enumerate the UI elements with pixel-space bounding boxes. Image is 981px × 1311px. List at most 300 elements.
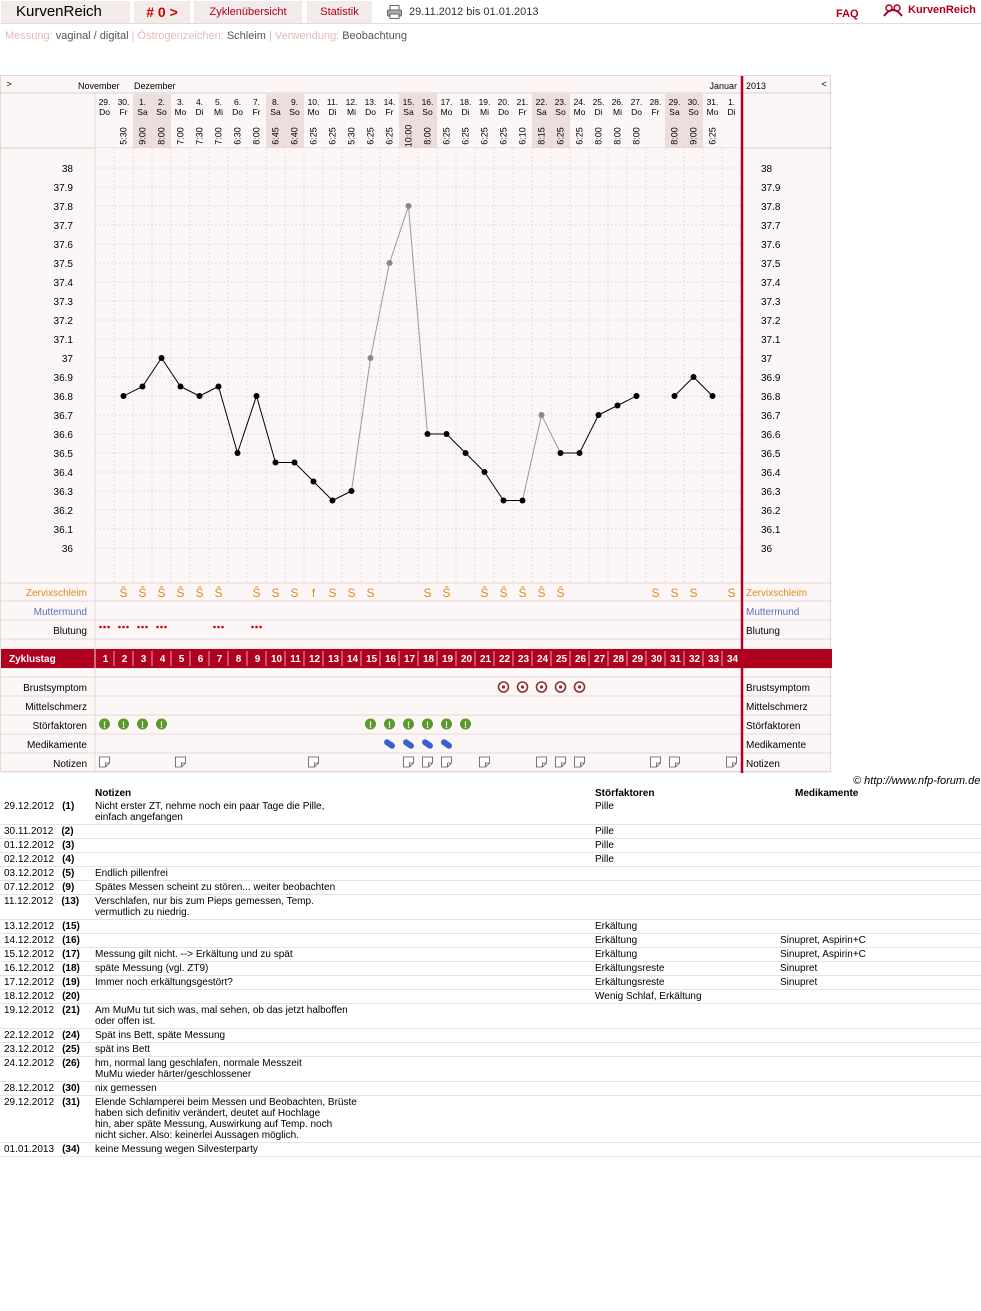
temperature-point[interactable]	[254, 393, 260, 399]
temperature-point[interactable]	[444, 431, 450, 437]
y-tick-label: 36.3	[53, 487, 73, 498]
header-notes: Notizen	[95, 788, 132, 799]
weekday-label: So	[555, 107, 566, 117]
cycle-day-label: Zyklustag	[9, 654, 56, 665]
tab-statistics[interactable]: Statistik	[307, 1, 372, 23]
notes-row	[0, 825, 981, 839]
chart-svg	[1, 76, 832, 773]
cycle-day-number: 23	[517, 654, 530, 665]
cycle-day-number: 4	[159, 654, 166, 665]
day-number: 14.	[383, 97, 396, 107]
note-icon[interactable]	[423, 757, 433, 767]
y-tick-label: 36.5	[761, 449, 781, 460]
nav-prev-arrow[interactable]: >	[6, 79, 12, 89]
temperature-point[interactable]	[672, 393, 678, 399]
cervix-symbol: S	[670, 586, 679, 600]
note-medication	[776, 1004, 981, 1029]
temperature-point[interactable]	[159, 355, 165, 361]
cervix-symbol: Ŝ	[195, 586, 204, 600]
temperature-point[interactable]	[691, 374, 697, 380]
note-text: späte Messung (vgl. ZT9)	[91, 962, 591, 976]
note-text	[91, 839, 591, 853]
temperature-point[interactable]	[710, 393, 716, 399]
weekday-label: Do	[99, 107, 110, 117]
note-medication	[776, 1043, 981, 1057]
measure-time: 6:25	[479, 127, 490, 145]
cycle-day-number: 6	[197, 654, 204, 665]
faq-link[interactable]: FAQ	[836, 8, 859, 20]
note-text: keine Messung wegen Silvesterparty	[91, 1143, 591, 1157]
y-tick-label: 37.8	[761, 202, 781, 213]
day-number: 21.	[516, 97, 529, 107]
y-tick-label: 36.2	[53, 506, 73, 517]
measure-time: 6:25	[327, 127, 338, 145]
notes-row	[0, 1096, 981, 1143]
row-label-notes: Notizen	[53, 759, 87, 770]
nav-next-arrow[interactable]: <	[821, 79, 827, 89]
note-medication: Sinupret, Aspirin+C	[776, 934, 981, 948]
cycle-day-number: 26	[574, 654, 587, 665]
bleeding-dot	[164, 626, 167, 629]
note-date	[0, 962, 91, 976]
note-text	[91, 853, 591, 867]
note-medication	[776, 825, 981, 839]
note-text: hm, normal lang geschlafen, normale Messzeit MuMu wieder härter/geschlossener	[91, 1057, 591, 1082]
cervix-symbol: S	[727, 586, 736, 600]
logo-icon	[882, 2, 904, 20]
measure-time: 6:25	[707, 127, 718, 145]
breast-symptom-icon	[578, 685, 581, 688]
day-number: 1.	[138, 97, 147, 107]
day-number: 17.	[440, 97, 453, 107]
note-date	[0, 1096, 91, 1143]
note-icon[interactable]	[100, 757, 110, 767]
measure-time: 6:25	[384, 127, 395, 145]
measure-time: 8:00	[156, 127, 167, 145]
note-icon[interactable]	[651, 757, 661, 767]
cycle-day-number: 32	[688, 654, 701, 665]
y-tick-label: 36.7	[53, 411, 73, 422]
bleeding-dot	[145, 626, 148, 629]
note-disturbance: Erkältungsreste	[591, 962, 776, 976]
cycle-day-number: 20	[460, 654, 473, 665]
note-icon[interactable]	[670, 757, 680, 767]
temperature-point[interactable]	[634, 393, 640, 399]
bleeding-dot	[137, 626, 140, 629]
brand-title[interactable]: KurvenReich	[1, 1, 130, 23]
weekday-label: Sa	[403, 107, 414, 117]
note-date	[0, 867, 91, 881]
note-medication	[776, 1057, 981, 1082]
notes-row	[0, 1029, 981, 1043]
y-tick-label: 36	[761, 544, 773, 555]
day-number: 12.	[345, 97, 358, 107]
cervix-symbol: S	[651, 586, 660, 600]
measure-time: 6:25	[441, 127, 452, 145]
note-icon[interactable]	[556, 757, 566, 767]
y-tick-label: 36.4	[53, 468, 73, 479]
breast-symptom-icon	[502, 685, 505, 688]
cycle-day-ref: (2)	[61, 826, 74, 837]
y-tick-label: 37.1	[53, 335, 73, 346]
weekday-label: Fr	[651, 107, 660, 117]
note-icon[interactable]	[176, 757, 186, 767]
note-text: Messung gilt nicht. --> Erkältung und zu spät	[91, 948, 591, 962]
notes-row	[0, 1004, 981, 1029]
weekday-label: Di	[594, 107, 603, 117]
y-tick-label: 36.6	[761, 430, 781, 441]
cervix-symbol: Ŝ	[442, 586, 451, 600]
note-medication	[776, 839, 981, 853]
temperature-point[interactable]	[140, 384, 146, 390]
note-date-value: 07.12.2012	[4, 882, 55, 893]
cervix-symbol: f	[311, 586, 316, 600]
day-number: 4.	[195, 97, 204, 107]
cycle-day-number: 16	[384, 654, 397, 665]
medication-icon	[383, 738, 396, 750]
row-label-breast: Brustsymptom	[746, 683, 810, 694]
temperature-point[interactable]	[615, 403, 621, 409]
note-medication	[776, 895, 981, 920]
temperature-point[interactable]	[197, 393, 203, 399]
cycle-day-ref: (31)	[62, 1097, 80, 1108]
note-date-value: 03.12.2012	[4, 868, 55, 879]
measure-time: 6:25	[308, 127, 319, 145]
note-date-value: 19.12.2012	[4, 1005, 55, 1016]
note-date-value: 14.12.2012	[4, 935, 55, 946]
note-disturbance	[591, 1029, 776, 1043]
note-text: Am MuMu tut sich was, mal sehen, ob das jetzt halboffen oder offen ist.	[91, 1004, 591, 1029]
note-icon[interactable]	[575, 757, 585, 767]
note-date	[0, 920, 91, 934]
weekday-label: Sa	[270, 107, 281, 117]
bleeding-dot	[126, 626, 129, 629]
weekday-label: Mi	[347, 107, 356, 117]
note-medication: Sinupret	[776, 976, 981, 990]
cervix-symbol: Ŝ	[119, 586, 128, 600]
cycle-day-number: 25	[555, 654, 568, 665]
notes-row	[0, 962, 981, 976]
cervix-symbol: Ŝ	[252, 586, 261, 600]
cycle-day-ref: (15)	[62, 921, 80, 932]
notes-row	[0, 920, 981, 934]
y-tick-label: 37.2	[53, 316, 73, 327]
note-date-value: 02.12.2012	[4, 854, 55, 865]
cycle-day-number: 2	[121, 654, 128, 665]
notes-row	[0, 948, 981, 962]
measure-time: 7:30	[194, 127, 205, 145]
weekday-label: So	[688, 107, 699, 117]
note-medication: Sinupret, Aspirin+C	[776, 948, 981, 962]
medication-icon	[440, 738, 453, 750]
day-number: 11.	[326, 97, 339, 107]
cycle-day-number: 1	[102, 654, 109, 665]
y-tick-label: 36.1	[53, 525, 73, 536]
temperature-point[interactable]	[121, 393, 127, 399]
temperature-point[interactable]	[425, 431, 431, 437]
note-medication	[776, 1082, 981, 1096]
disturbance-icon: !	[445, 720, 448, 730]
note-disturbance: Pille	[591, 839, 776, 853]
note-disturbance	[591, 1143, 776, 1157]
cycle-day-number: 28	[612, 654, 625, 665]
y-tick-label: 37.5	[761, 259, 781, 270]
y-tick-label: 36.8	[53, 392, 73, 403]
note-disturbance	[591, 1057, 776, 1082]
note-text	[91, 825, 591, 839]
temperature-point[interactable]	[235, 450, 241, 456]
note-date	[0, 1057, 91, 1082]
note-date-value: 30.11.2012	[4, 826, 54, 837]
row-label-medication: Medikamente	[26, 740, 87, 751]
temperature-point[interactable]	[387, 260, 393, 266]
row-label-cervix_os: Muttermund	[746, 607, 800, 618]
usage-label: Verwendung:	[274, 30, 340, 42]
note-date-value: 01.01.2013	[4, 1144, 55, 1155]
measure-time: 8:00	[612, 127, 623, 145]
cycle-day-number: 21	[479, 654, 492, 665]
cycle-day-ref: (21)	[62, 1005, 80, 1016]
bleeding-dot	[103, 626, 106, 629]
notes-row	[0, 867, 981, 881]
notes-row	[0, 895, 981, 920]
notes-row	[0, 1057, 981, 1082]
y-tick-label: 37.5	[53, 259, 73, 270]
weekday-label: Mo	[174, 107, 187, 117]
y-tick-label: 37.9	[761, 183, 781, 194]
top-bar	[0, 0, 981, 24]
cycle-day-number: 11	[290, 654, 301, 665]
month-label: Januar	[709, 81, 737, 91]
measure-time: 8:15	[536, 127, 547, 145]
measure-time: 8:00	[669, 127, 680, 145]
measure-label: Messung:	[5, 30, 53, 42]
note-date	[0, 1004, 91, 1029]
disturbance-icon: !	[160, 720, 163, 730]
cycle-day-number: 27	[593, 654, 606, 665]
temperature-point[interactable]	[368, 355, 374, 361]
estrogen-label: Östrogenzeichen:	[137, 30, 224, 42]
y-tick-label: 37.3	[53, 297, 73, 308]
note-disturbance: Pille	[591, 825, 776, 839]
note-disturbance	[591, 1004, 776, 1029]
cervix-symbol: Ŝ	[480, 586, 489, 600]
cycle-day-ref: (20)	[62, 991, 80, 1002]
notes-row	[0, 839, 981, 853]
y-tick-label: 36	[61, 544, 73, 555]
cycle-day-number: 22	[498, 654, 511, 665]
logo-text: KurvenReich	[908, 4, 976, 16]
cervix-symbol: S	[347, 586, 356, 600]
note-date-value: 13.12.2012	[4, 921, 55, 932]
row-label-breast: Brustsymptom	[23, 683, 87, 694]
temperature-point[interactable]	[349, 488, 355, 494]
cycle-number-button[interactable]: # 0 >	[134, 1, 190, 23]
breast-symptom-icon	[540, 685, 543, 688]
measure-time: 6:10	[517, 127, 528, 145]
measure-time: 5:30	[118, 127, 129, 145]
day-number: 13.	[364, 97, 377, 107]
note-date-value: 22.12.2012	[4, 1030, 55, 1041]
row-label-cervix_os: Muttermund	[33, 607, 87, 618]
cycle-day-number: 33	[707, 654, 720, 665]
printer-icon[interactable]	[387, 5, 402, 19]
note-text	[91, 990, 591, 1004]
cycle-day-number: 3	[140, 654, 147, 665]
cycle-day-number: 29	[631, 654, 644, 665]
cycle-day-ref: (30)	[62, 1083, 80, 1094]
note-medication	[776, 1029, 981, 1043]
note-date-value: 24.12.2012	[4, 1058, 55, 1069]
logo[interactable]	[880, 2, 980, 20]
cycle-day-ref: (19)	[62, 977, 80, 988]
temperature-point[interactable]	[577, 450, 583, 456]
weekday-label: Di	[461, 107, 470, 117]
cycle-day-number: 9	[254, 654, 261, 665]
bleeding-dot	[251, 626, 254, 629]
y-tick-label: 36.2	[761, 506, 781, 517]
tab-cycle-overview[interactable]: Zyklenübersicht	[194, 1, 302, 23]
temperature-point[interactable]	[311, 479, 317, 485]
cycle-day-ref: (18)	[62, 963, 80, 974]
notes-row	[0, 976, 981, 990]
temperature-point[interactable]	[292, 460, 298, 466]
cycle-day-ref: (13)	[61, 896, 80, 907]
temperature-point[interactable]	[596, 412, 602, 418]
weekday-label: Do	[365, 107, 376, 117]
weekday-label: Mo	[706, 107, 719, 117]
cervix-symbol: Ŝ	[214, 586, 223, 600]
note-medication	[776, 990, 981, 1004]
day-number: 5.	[214, 97, 223, 107]
cycle-day-ref: (4)	[62, 854, 75, 865]
temperature-point[interactable]	[558, 450, 564, 456]
note-date-value: 01.12.2012	[4, 840, 55, 851]
temperature-point[interactable]	[520, 498, 526, 504]
temperature-point[interactable]	[178, 384, 184, 390]
disturbance-icon: !	[122, 720, 125, 730]
note-icon[interactable]	[727, 757, 737, 767]
note-date	[0, 825, 91, 839]
day-number: 30.	[687, 97, 700, 107]
y-tick-label: 38	[761, 164, 773, 175]
row-label-bleeding: Blutung	[53, 626, 87, 637]
temperature-point[interactable]	[216, 384, 222, 390]
y-tick-label: 36.4	[761, 468, 781, 479]
temperature-point[interactable]	[330, 498, 336, 504]
day-number: 26.	[611, 97, 624, 107]
y-tick-label: 36.6	[53, 430, 73, 441]
note-date	[0, 895, 91, 920]
day-number: 8.	[271, 97, 280, 107]
notes-body	[0, 800, 981, 1157]
note-medication	[776, 867, 981, 881]
measure-time: 7:00	[213, 127, 224, 145]
breast-symptom-icon	[559, 685, 562, 688]
cervix-symbol: Ŝ	[537, 586, 546, 600]
day-number: 3.	[176, 97, 185, 107]
weekday-label: Mi	[613, 107, 622, 117]
cycle-day-number: 34	[726, 654, 739, 665]
cycle-day-number: 7	[216, 654, 223, 665]
cervix-symbol: S	[271, 586, 280, 600]
usage-value: Beobachtung	[342, 30, 408, 42]
note-text: nix gemessen	[91, 1082, 591, 1096]
year-label: 2013	[746, 81, 767, 91]
cycle-day-number: 5	[178, 654, 185, 665]
y-tick-label: 38	[61, 164, 73, 175]
note-icon[interactable]	[404, 757, 414, 767]
cervix-symbol: S	[423, 586, 432, 600]
cervix-symbol: S	[366, 586, 375, 600]
bleeding-dot	[99, 626, 102, 629]
bleeding-dot	[107, 626, 110, 629]
notes-row	[0, 881, 981, 895]
weekday-label: Fr	[518, 107, 527, 117]
y-tick-label: 36.9	[53, 373, 73, 384]
cycle-day-number: 14	[346, 654, 359, 665]
notes-row	[0, 1082, 981, 1096]
temperature-point[interactable]	[273, 460, 279, 466]
note-text	[91, 920, 591, 934]
cycle-day-number: 18	[422, 654, 435, 665]
note-date	[0, 934, 91, 948]
note-disturbance: Pille	[591, 800, 776, 825]
temperature-point[interactable]	[539, 412, 545, 418]
day-number: 1.	[727, 97, 736, 107]
note-date-value: 17.12.2012	[4, 977, 55, 988]
weekday-label: Mo	[307, 107, 320, 117]
temperature-point[interactable]	[463, 450, 469, 456]
notes-table	[0, 787, 981, 1157]
weekday-label: Mi	[480, 107, 489, 117]
note-icon[interactable]	[309, 757, 319, 767]
temperature-point[interactable]	[406, 203, 412, 209]
y-tick-label: 36.3	[761, 487, 781, 498]
day-number: 22.	[535, 97, 548, 107]
note-text: Elende Schlamperei beim Messen und Beobachten, Brüste haben sich definitiv verändert, deutet auf Hochlage hin, aber späte Messung, Auswirkung auf Temp. noch nicht sicher. Also: keinerlei Aussagen möglich.	[91, 1096, 591, 1143]
day-number: 29.	[98, 97, 111, 107]
note-date	[0, 976, 91, 990]
note-medication	[776, 800, 981, 825]
row-label-cervix: Zervixschleim	[746, 588, 808, 599]
month-label: Dezember	[134, 81, 176, 91]
note-icon[interactable]	[537, 757, 547, 767]
row-label-medication: Medikamente	[746, 740, 807, 751]
cervix-symbol: Ŝ	[518, 586, 527, 600]
note-icon[interactable]	[442, 757, 452, 767]
weekday-label: Do	[232, 107, 243, 117]
day-number: 25.	[592, 97, 605, 107]
cervix-symbol: Ŝ	[157, 586, 166, 600]
temperature-point[interactable]	[482, 469, 488, 475]
note-icon[interactable]	[480, 757, 490, 767]
day-number: 31.	[706, 97, 719, 107]
date-range: 29.11.2012 bis 01.01.2013	[409, 6, 539, 18]
measure-time: 6:40	[289, 127, 300, 145]
y-tick-label: 37.3	[761, 297, 781, 308]
note-date-value: 23.12.2012	[4, 1044, 55, 1055]
disturbance-icon: !	[103, 720, 106, 730]
cycle-day-ref: (5)	[62, 868, 75, 879]
bleeding-dot	[213, 626, 216, 629]
cycle-day-number: 8	[235, 654, 242, 665]
y-tick-label: 37.8	[53, 202, 73, 213]
temperature-point[interactable]	[501, 498, 507, 504]
measure-time: 9:00	[137, 127, 148, 145]
note-date	[0, 839, 91, 853]
note-date	[0, 1043, 91, 1057]
